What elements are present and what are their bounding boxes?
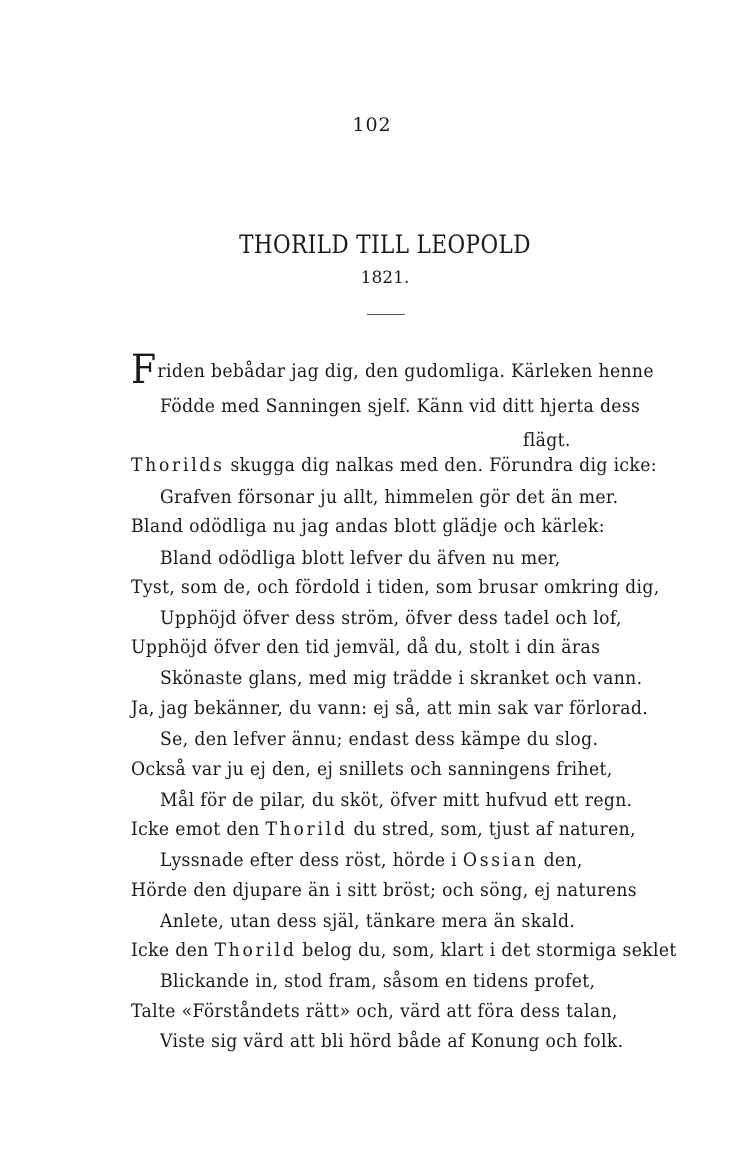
- verse-line: Grafven försonar ju allt, himmelen gör det än mer.: [160, 486, 619, 508]
- verse-line: Upphöjd öfver den tid jemväl, då du, stolt i din äras: [131, 636, 601, 658]
- page-number: 102: [352, 114, 392, 136]
- title-ornament-rule: [367, 314, 405, 315]
- verse-line: Också var ju ej den, ej snillets och sanningens frihet,: [131, 758, 613, 780]
- verse-line: Hörde den djupare än i sitt bröst; och söng, ej naturens: [131, 879, 637, 901]
- verse-line: Bland odödliga nu jag andas blott glädje och kärlek:: [131, 515, 605, 537]
- verse-line: Tyst, som de, och fördold i tiden, som brusar omkring dig,: [131, 576, 660, 598]
- spaced-name: Thorild: [265, 818, 348, 840]
- verse-line: Talte «Förståndets rätt» och, värd att föra dess talan,: [131, 1000, 618, 1022]
- poem-year: 1821.: [360, 268, 410, 288]
- verse-line: Födde med Sanningen sjelf. Känn vid ditt hjerta dess: [160, 395, 641, 417]
- verse-line: [131, 347, 654, 393]
- verse-line: Anlete, utan dess själ, tänkare mera än skald.: [160, 910, 576, 932]
- verse-text: den,: [537, 849, 583, 871]
- verse-text: skugga dig nalkas med den. Förundra dig icke:: [224, 454, 657, 476]
- verse-line: Se, den lefver ännu; endast dess kämpe du slog.: [160, 728, 599, 750]
- verse-text: riden bebådar jag dig, den gudomliga. Kärleken henne: [157, 360, 654, 382]
- verse-line: Mål för de pilar, du sköt, öfver mitt hufvud ett regn.: [160, 789, 633, 811]
- drop-cap: F: [131, 347, 157, 393]
- verse-line: Ja, jag bekänner, du vann: ej så, att min sak var förlorad.: [131, 697, 649, 719]
- spaced-name: Thorilds: [131, 454, 225, 476]
- verse-line: flägt.: [523, 429, 571, 451]
- verse-text: Icke den: [131, 939, 215, 961]
- verse-text: Lyssnade efter dess röst, hörde i: [160, 849, 463, 871]
- verse-line: Skönaste glans, med mig trädde i skranket och vann.: [160, 667, 643, 689]
- verse-text: du stred, som, tjust af naturen,: [347, 818, 636, 840]
- verse-line: Blickande in, stod fram, såsom en tidens profet,: [160, 970, 596, 992]
- verse-line: [131, 817, 636, 841]
- spaced-name: Thorild: [214, 939, 297, 961]
- verse-line: [131, 938, 677, 962]
- verse-line: [160, 848, 583, 872]
- verse-text: Icke emot den: [131, 818, 266, 840]
- verse-line: Bland odödliga blott lefver du äfven nu mer,: [160, 547, 561, 569]
- verse-text: belog du, som, klart i det stormiga seklet: [296, 939, 677, 961]
- verse-line: [131, 453, 657, 477]
- verse-line: Viste sig värd att bli hörd både af Konung och folk.: [160, 1030, 624, 1052]
- poem-title: THORILD TILL LEOPOLD: [239, 230, 531, 259]
- spaced-name: Ossian: [462, 849, 538, 871]
- verse-line: Upphöjd öfver dess ström, öfver dess tadel och lof,: [160, 607, 622, 629]
